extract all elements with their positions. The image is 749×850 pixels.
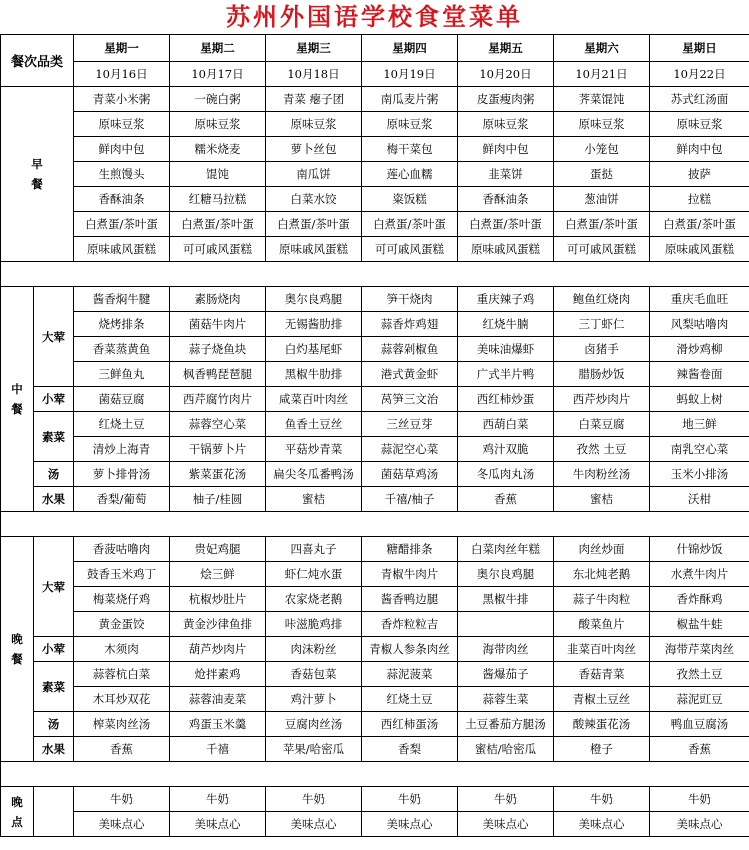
dish-cell: 美味油爆虾 — [458, 337, 554, 362]
dish-cell: 皮蛋瘦肉粥 — [458, 87, 554, 112]
dish-cell: 韭菜饼 — [458, 162, 554, 187]
dish-cell: 青椒人参条肉丝 — [362, 637, 458, 662]
dish-cell: 红烧牛腩 — [458, 312, 554, 337]
dish-cell: 原味豆浆 — [266, 112, 362, 137]
dish-cell: 千禧/柚子 — [362, 487, 458, 512]
dish-cell: 香蕉 — [74, 737, 170, 762]
day-name: 星期四 — [362, 35, 458, 62]
day-name: 星期六 — [554, 35, 650, 62]
dish-cell: 香梨/葡萄 — [74, 487, 170, 512]
dish-cell: 农家烧老鹅 — [266, 587, 362, 612]
dish-cell: 咔滋脆鸡排 — [266, 612, 362, 637]
dish-cell: 鼓香玉米鸡丁 — [74, 562, 170, 587]
dish-cell: 水煮牛肉片 — [650, 562, 749, 587]
dish-cell: 无锡酱肋排 — [266, 312, 362, 337]
dish-cell: 粢饭糕 — [362, 187, 458, 212]
meal-label-char: 早 — [31, 157, 43, 171]
category-label: 素菜 — [34, 662, 74, 712]
dish-cell: 紫菜蛋花汤 — [170, 462, 266, 487]
category-label: 小荤 — [34, 637, 74, 662]
dish-cell: 可可戚风蛋糕 — [362, 237, 458, 262]
menu-body — [1, 35, 749, 837]
dish-cell: 红烧土豆 — [74, 412, 170, 437]
dish-cell: 一碗白粥 — [170, 87, 266, 112]
dish-cell: 鲍鱼红烧肉 — [554, 287, 650, 312]
dish-cell: 玉米小排汤 — [650, 462, 749, 487]
dish-cell: 黄金沙律鱼排 — [170, 612, 266, 637]
dish-cell: 香炸酥鸡 — [650, 587, 749, 612]
dish-cell: 香蕉 — [650, 737, 749, 762]
dish-cell: 糯米烧麦 — [170, 137, 266, 162]
dish-cell: 白菜肉丝年糕 — [458, 537, 554, 562]
dish-cell: 牛奶 — [650, 787, 749, 812]
dish-cell: 青椒牛肉片 — [362, 562, 458, 587]
dish-cell: 青菜 瘪子团 — [266, 87, 362, 112]
meal-header-label: 餐次 — [10, 55, 37, 70]
dish-cell: 千禧 — [170, 737, 266, 762]
dish-cell: 白煮蛋/茶叶蛋 — [266, 212, 362, 237]
day-name: 星期二 — [170, 35, 266, 62]
dish-cell: 素肠烧肉 — [170, 287, 266, 312]
category-label: 小荤 — [34, 387, 74, 412]
dish-cell: 奥尔良鸡腿 — [266, 287, 362, 312]
category-header-label: 品类 — [37, 55, 64, 70]
day-date: 10月20日 — [458, 62, 554, 87]
dish-cell: 原味豆浆 — [362, 112, 458, 137]
dish-cell: 白煮蛋/茶叶蛋 — [74, 212, 170, 237]
day-name: 星期日 — [650, 35, 749, 62]
dish-cell: 披萨 — [650, 162, 749, 187]
dish-cell: 苏式红汤面 — [650, 87, 749, 112]
dish-cell: 重庆毛血旺 — [650, 287, 749, 312]
dish-cell: 美味点心 — [74, 812, 170, 837]
dish-cell: 四喜丸子 — [266, 537, 362, 562]
dish-cell: 原味豆浆 — [554, 112, 650, 137]
dish-cell: 鱼香土豆丝 — [266, 412, 362, 437]
dish-cell: 蒜子烧鱼块 — [170, 337, 266, 362]
dish-cell: 鸡汁双脆 — [458, 437, 554, 462]
dish-cell: 重庆辣子鸡 — [458, 287, 554, 312]
dish-cell: 蒜泥菠菜 — [362, 662, 458, 687]
dish-cell: 葱油饼 — [554, 187, 650, 212]
dish-cell: 美味点心 — [650, 812, 749, 837]
dish-cell: 海带肉丝 — [458, 637, 554, 662]
dish-cell: 红烧土豆 — [362, 687, 458, 712]
dish-cell: 平菇炒青菜 — [266, 437, 362, 462]
dish-cell: 牛奶 — [266, 787, 362, 812]
dish-cell: 鸭血豆腐汤 — [650, 712, 749, 737]
dish-cell: 白煮蛋/茶叶蛋 — [554, 212, 650, 237]
category-label: 汤 — [34, 462, 74, 487]
dish-cell: 扁尖冬瓜番鸭汤 — [266, 462, 362, 487]
dish-cell: 莴笋三文治 — [362, 387, 458, 412]
dish-cell: 原味豆浆 — [74, 112, 170, 137]
dish-cell: 小笼包 — [554, 137, 650, 162]
dish-cell: 香炸粒粒吉 — [362, 612, 458, 637]
dish-cell: 咸菜百叶肉丝 — [266, 387, 362, 412]
menu-table — [0, 34, 749, 837]
category-empty — [34, 787, 74, 837]
dish-cell: 鲜肉中包 — [458, 137, 554, 162]
dish-cell: 菌菇牛肉片 — [170, 312, 266, 337]
dish-cell: 椒盐牛蛙 — [650, 612, 749, 637]
dish-cell: 香酥油条 — [74, 187, 170, 212]
meal-label-char: 晚 — [11, 794, 23, 809]
dish-cell: 香梨 — [362, 737, 458, 762]
category-label: 水果 — [34, 487, 74, 512]
dish-cell: 蒜泥豇豆 — [650, 687, 749, 712]
dish-cell: 菌菇草鸡汤 — [362, 462, 458, 487]
dish-cell: 香菇包菜 — [266, 662, 362, 687]
dish-cell: 酱爆茄子 — [458, 662, 554, 687]
day-name: 星期三 — [266, 35, 362, 62]
dish-cell: 辣酱卷面 — [650, 362, 749, 387]
dish-cell: 白煮蛋/茶叶蛋 — [362, 212, 458, 237]
dish-cell: 红糖马拉糕 — [170, 187, 266, 212]
dish-cell: 美味点心 — [266, 812, 362, 837]
meal-label-lunch — [1, 287, 34, 512]
section-gap — [1, 512, 749, 537]
dish-cell: 南乳空心菜 — [650, 437, 749, 462]
dish-cell: 馄饨 — [170, 162, 266, 187]
dish-cell: 蒜泥空心菜 — [362, 437, 458, 462]
dish-cell: 萝卜排骨汤 — [74, 462, 170, 487]
dish-cell: 青菜小米粥 — [74, 87, 170, 112]
dish-cell: 土豆番茄方腿汤 — [458, 712, 554, 737]
dish-cell: 奥尔良鸡腿 — [458, 562, 554, 587]
dish-cell: 冬瓜肉丸汤 — [458, 462, 554, 487]
dish-cell: 沃柑 — [650, 487, 749, 512]
dish-cell: 牛奶 — [170, 787, 266, 812]
meal-label-dinner — [1, 537, 34, 762]
dish-cell: 笋干烧肉 — [362, 287, 458, 312]
dish-cell: 黑椒牛肋排 — [266, 362, 362, 387]
dish-cell: 豆腐肉丝汤 — [266, 712, 362, 737]
category-label: 素菜 — [34, 412, 74, 462]
section-gap — [1, 262, 749, 287]
dish-cell: 蚂蚁上树 — [650, 387, 749, 412]
meal-label-char: 中 — [11, 382, 23, 396]
dish-cell: 蜜桔 — [266, 487, 362, 512]
dish-cell: 风梨咕噜肉 — [650, 312, 749, 337]
dish-cell: 梅干菜包 — [362, 137, 458, 162]
dish-cell: 西芹炒肉片 — [554, 387, 650, 412]
dish-cell: 蒜子牛肉粒 — [554, 587, 650, 612]
dish-cell: 青椒土豆丝 — [554, 687, 650, 712]
dish-cell: 地三鲜 — [650, 412, 749, 437]
dish-cell: 酸辣蛋花汤 — [554, 712, 650, 737]
dish-cell: 南瓜麦片粥 — [362, 87, 458, 112]
dish-cell: 原味戚风蛋糕 — [650, 237, 749, 262]
dish-cell: 鸡蛋玉米羹 — [170, 712, 266, 737]
dish-cell: 腊肠炒饭 — [554, 362, 650, 387]
day-date: 10月19日 — [362, 62, 458, 87]
category-label: 水果 — [34, 737, 74, 762]
dish-cell: 牛奶 — [458, 787, 554, 812]
dish-cell: 蒜香炸鸡翅 — [362, 312, 458, 337]
dish-cell: 鲜肉中包 — [650, 137, 749, 162]
dish-cell: 烧烤排条 — [74, 312, 170, 337]
dish-cell: 港式黄金虾 — [362, 362, 458, 387]
dish-cell: 可可戚风蛋糕 — [170, 237, 266, 262]
dish-cell: 西红柿炒蛋 — [458, 387, 554, 412]
dish-cell: 可可戚风蛋糕 — [554, 237, 650, 262]
dish-cell: 海带芹菜肉丝 — [650, 637, 749, 662]
dish-cell: 蒜蓉剁椒鱼 — [362, 337, 458, 362]
dish-cell: 蒜蓉空心菜 — [170, 412, 266, 437]
dish-cell: 美味点心 — [458, 812, 554, 837]
dish-cell: 酱香焖牛腱 — [74, 287, 170, 312]
dish-cell: 原味豆浆 — [458, 112, 554, 137]
dish-cell: 蛋挞 — [554, 162, 650, 187]
dish-cell: 南瓜饼 — [266, 162, 362, 187]
dish-cell: 美味点心 — [554, 812, 650, 837]
category-label: 汤 — [34, 712, 74, 737]
dish-cell: 白菜豆腐 — [554, 412, 650, 437]
dish-cell: 柚子/桂圆 — [170, 487, 266, 512]
dish-cell: 黑椒牛排 — [458, 587, 554, 612]
day-date: 10月21日 — [554, 62, 650, 87]
dish-cell: 黄金蛋饺 — [74, 612, 170, 637]
dish-cell: 三鲜鱼丸 — [74, 362, 170, 387]
section-gap — [1, 762, 749, 787]
dish-cell: 原味戚风蛋糕 — [266, 237, 362, 262]
dish-cell: 肉丝炒面 — [554, 537, 650, 562]
day-date: 10月18日 — [266, 62, 362, 87]
dish-cell: 木须肉 — [74, 637, 170, 662]
dish-cell: 贵妃鸡腿 — [170, 537, 266, 562]
dish-cell: 炝拌素鸡 — [170, 662, 266, 687]
dish-cell: 孜然 土豆 — [554, 437, 650, 462]
dish-cell: 鲜肉中包 — [74, 137, 170, 162]
dish-cell: 荠菜馄饨 — [554, 87, 650, 112]
dish-cell: 香菠咕噜肉 — [74, 537, 170, 562]
dish-cell: 干锅萝卜片 — [170, 437, 266, 462]
dish-cell: 鸡汁萝卜 — [266, 687, 362, 712]
dish-cell: 美味点心 — [362, 812, 458, 837]
dish-cell: 蜜桔 — [554, 487, 650, 512]
day-name: 星期五 — [458, 35, 554, 62]
meal-label-char: 餐 — [11, 652, 23, 666]
page-title: 苏州外国语学校食堂菜单 — [226, 2, 523, 31]
day-date: 10月22日 — [650, 62, 749, 87]
meal-label-char: 晚 — [11, 632, 23, 646]
dish-cell: 酱香鸭边腿 — [362, 587, 458, 612]
day-date: 10月16日 — [74, 62, 170, 87]
dish-cell: 蒜蓉油麦菜 — [170, 687, 266, 712]
dish-cell: 清炒上海青 — [74, 437, 170, 462]
day-date: 10月17日 — [170, 62, 266, 87]
header-corner — [1, 35, 74, 87]
dish-cell — [458, 612, 554, 637]
dish-cell: 牛奶 — [554, 787, 650, 812]
dish-cell: 拉糕 — [650, 187, 749, 212]
dish-cell: 牛奶 — [74, 787, 170, 812]
meal-label-char: 餐 — [11, 402, 23, 416]
dish-cell: 香菜蒸黄鱼 — [74, 337, 170, 362]
dish-cell: 美味点心 — [170, 812, 266, 837]
dish-cell: 白煮蛋/茶叶蛋 — [170, 212, 266, 237]
dish-cell: 酸菜鱼片 — [554, 612, 650, 637]
dish-cell: 西芹腐竹肉片 — [170, 387, 266, 412]
dish-cell: 莲心血糯 — [362, 162, 458, 187]
dish-cell: 原味豆浆 — [650, 112, 749, 137]
dish-cell: 广式半片鸭 — [458, 362, 554, 387]
dish-cell: 榨菜肉丝汤 — [74, 712, 170, 737]
meal-label-breakfast — [1, 87, 74, 262]
dish-cell: 东北炖老鹅 — [554, 562, 650, 587]
category-label: 大荤 — [34, 287, 74, 387]
dish-cell: 蜜桔/哈密瓜 — [458, 737, 554, 762]
dish-cell: 生煎馒头 — [74, 162, 170, 187]
dish-cell: 原味戚风蛋糕 — [458, 237, 554, 262]
dish-cell: 糖醋排条 — [362, 537, 458, 562]
day-name: 星期一 — [74, 35, 170, 62]
dish-cell: 梅菜烧仔鸡 — [74, 587, 170, 612]
dish-cell: 菌菇豆腐 — [74, 387, 170, 412]
dish-cell: 白灼基尾虾 — [266, 337, 362, 362]
dish-cell: 橙子 — [554, 737, 650, 762]
meal-label-snack — [1, 787, 34, 837]
dish-cell: 蒜蓉生菜 — [458, 687, 554, 712]
meal-label-char: 点 — [11, 814, 23, 829]
dish-cell: 蒜蓉杭白菜 — [74, 662, 170, 687]
dish-cell: 香菇青菜 — [554, 662, 650, 687]
dish-cell: 萝卜丝包 — [266, 137, 362, 162]
dish-cell: 原味豆浆 — [170, 112, 266, 137]
dish-cell: 木耳炒双花 — [74, 687, 170, 712]
dish-cell: 卤猪手 — [554, 337, 650, 362]
dish-cell: 韭菜百叶肉丝 — [554, 637, 650, 662]
dish-cell: 香酥油条 — [458, 187, 554, 212]
meal-label-char: 餐 — [31, 177, 43, 191]
dish-cell: 杭椒炒肚片 — [170, 587, 266, 612]
dish-cell: 三丝豆芽 — [362, 412, 458, 437]
dish-cell: 三丁虾仁 — [554, 312, 650, 337]
dish-cell: 香蕉 — [458, 487, 554, 512]
dish-cell: 烩三鲜 — [170, 562, 266, 587]
dish-cell: 枫香鸭琵琶腿 — [170, 362, 266, 387]
dish-cell: 西葫白菜 — [458, 412, 554, 437]
category-label: 大荤 — [34, 537, 74, 637]
dish-cell: 牛肉粉丝汤 — [554, 462, 650, 487]
dish-cell: 苹果/哈密瓜 — [266, 737, 362, 762]
dish-cell: 葫芦炒肉片 — [170, 637, 266, 662]
dish-cell: 白菜水饺 — [266, 187, 362, 212]
dish-cell: 西红柿蛋汤 — [362, 712, 458, 737]
dish-cell: 滑炒鸡柳 — [650, 337, 749, 362]
dish-cell: 什锦炒饭 — [650, 537, 749, 562]
dish-cell: 白煮蛋/茶叶蛋 — [458, 212, 554, 237]
dish-cell: 白煮蛋/茶叶蛋 — [650, 212, 749, 237]
dish-cell: 原味戚风蛋糕 — [74, 237, 170, 262]
dish-cell: 虾仁炖水蛋 — [266, 562, 362, 587]
dish-cell: 牛奶 — [362, 787, 458, 812]
dish-cell: 孜然土豆 — [650, 662, 749, 687]
dish-cell: 肉沫粉丝 — [266, 637, 362, 662]
